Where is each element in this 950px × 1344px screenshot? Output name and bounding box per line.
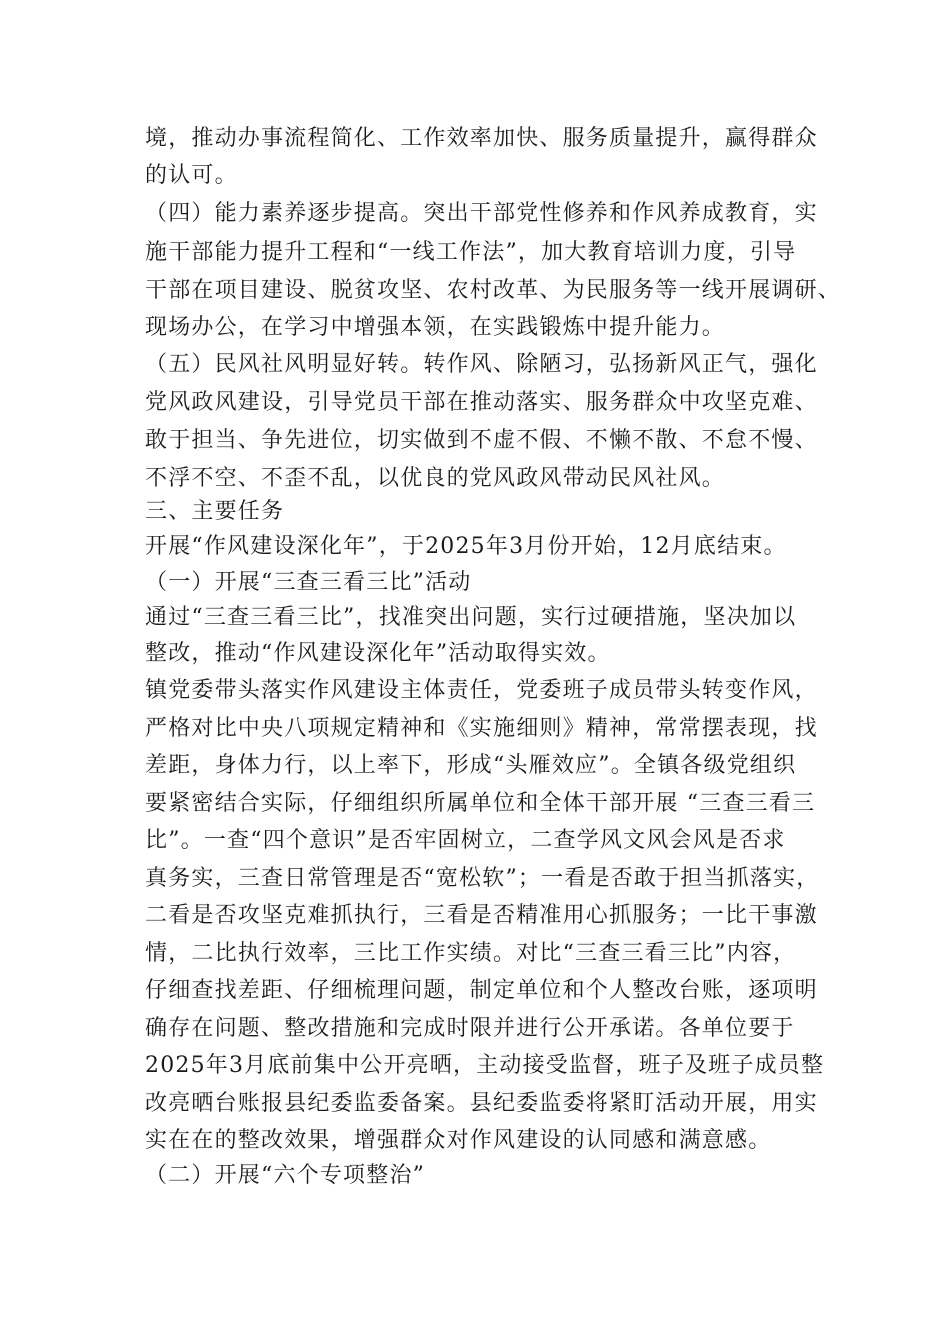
text-line: 确存在问题、整改措施和完成时限并进行公开承诺。各单位要于 [145, 1016, 795, 1041]
section-heading: （五）民风社风明显好转。转作风、除陋习，弘扬新风正气，强化 [145, 352, 818, 377]
text-line: 干部在项目建设、脱贫攻坚、农村改革、为民服务等一线开展调研、 [145, 278, 842, 303]
text-line: 开展“作风建设深化年”，于2025年3月份开始，12月底结束。 [145, 534, 787, 559]
text-line: 仔细查找差距、仔细梳理问题，制定单位和个人整改台账，逐项明 [145, 978, 818, 1003]
subsection-heading: （一）开展“三查三看三比”活动 [145, 570, 472, 595]
text-line: 镇党委带头落实作风建设主体责任，党委班子成员带头转变作风， [145, 678, 818, 703]
text-line: 整改，推动“作风建设深化年”活动取得实效。 [145, 641, 611, 666]
text-line: 要紧密结合实际，仔细组织所属单位和全体干部开展 “三查三看三 [145, 791, 816, 816]
section-heading: （四）能力素养逐步提高。突出干部党性修养和作风养成教育，实 [145, 201, 818, 226]
text-line: 二看是否攻坚克难抓执行，三看是否精准用心抓服务；一比干事激 [145, 903, 818, 928]
text-line: 通过“三查三看三比”，找准突出问题，实行过硬措施，坚决加以 [145, 605, 797, 630]
text-line: 施干部能力提升工程和“一线工作法”，加大教育培训力度，引导 [145, 240, 797, 265]
text-line: 真务实，三查日常管理是否“宽松软”；一看是否敢于担当抓落实， [145, 866, 820, 891]
chapter-heading: 三、主要任务 [145, 499, 285, 524]
text-line: 实在在的整改效果，增强群众对作风建设的认同感和满意感。 [145, 1128, 772, 1153]
text-line: 境，推动办事流程简化、工作效率加快、服务质量提升，赢得群众 [145, 126, 818, 151]
text-line: 比”。一查“四个意识”是否牢固树立，二查学风文风会风是否求 [145, 828, 786, 853]
text-line: 情，二比执行效率，三比工作实绩。对比“三查三看三比”内容， [145, 941, 797, 966]
text-line: 2025年3月底前集中公开亮晒，主动接受监督，班子及班子成员整 [145, 1053, 825, 1078]
text-line: 敢于担当、争先进位，切实做到不虚不假、不懒不散、不怠不慢、 [145, 428, 818, 453]
text-line: 现场办公，在学习中增强本领，在实践锻炼中提升能力。 [145, 315, 726, 340]
text-line: 党风政风建设，引导党员干部在推动落实、服务群众中攻坚克难、 [145, 390, 818, 415]
text-line: 严格对比中央八项规定精神和《实施细则》精神，常常摆表现，找 [145, 716, 818, 741]
text-line: 改亮晒台账报县纪委监委备案。县纪委监委将紧盯活动开展，用实 [145, 1091, 818, 1116]
subsection-heading: （二）开展“六个专项整治” [145, 1163, 426, 1188]
text-line: 不浮不空、不歪不乱，以优良的党风政风带动民风社风。 [145, 466, 726, 491]
text-line: 差距，身体力行，以上率下，形成“头雁效应”。全镇各级党组织 [145, 753, 797, 778]
text-line: 的认可。 [145, 163, 238, 188]
